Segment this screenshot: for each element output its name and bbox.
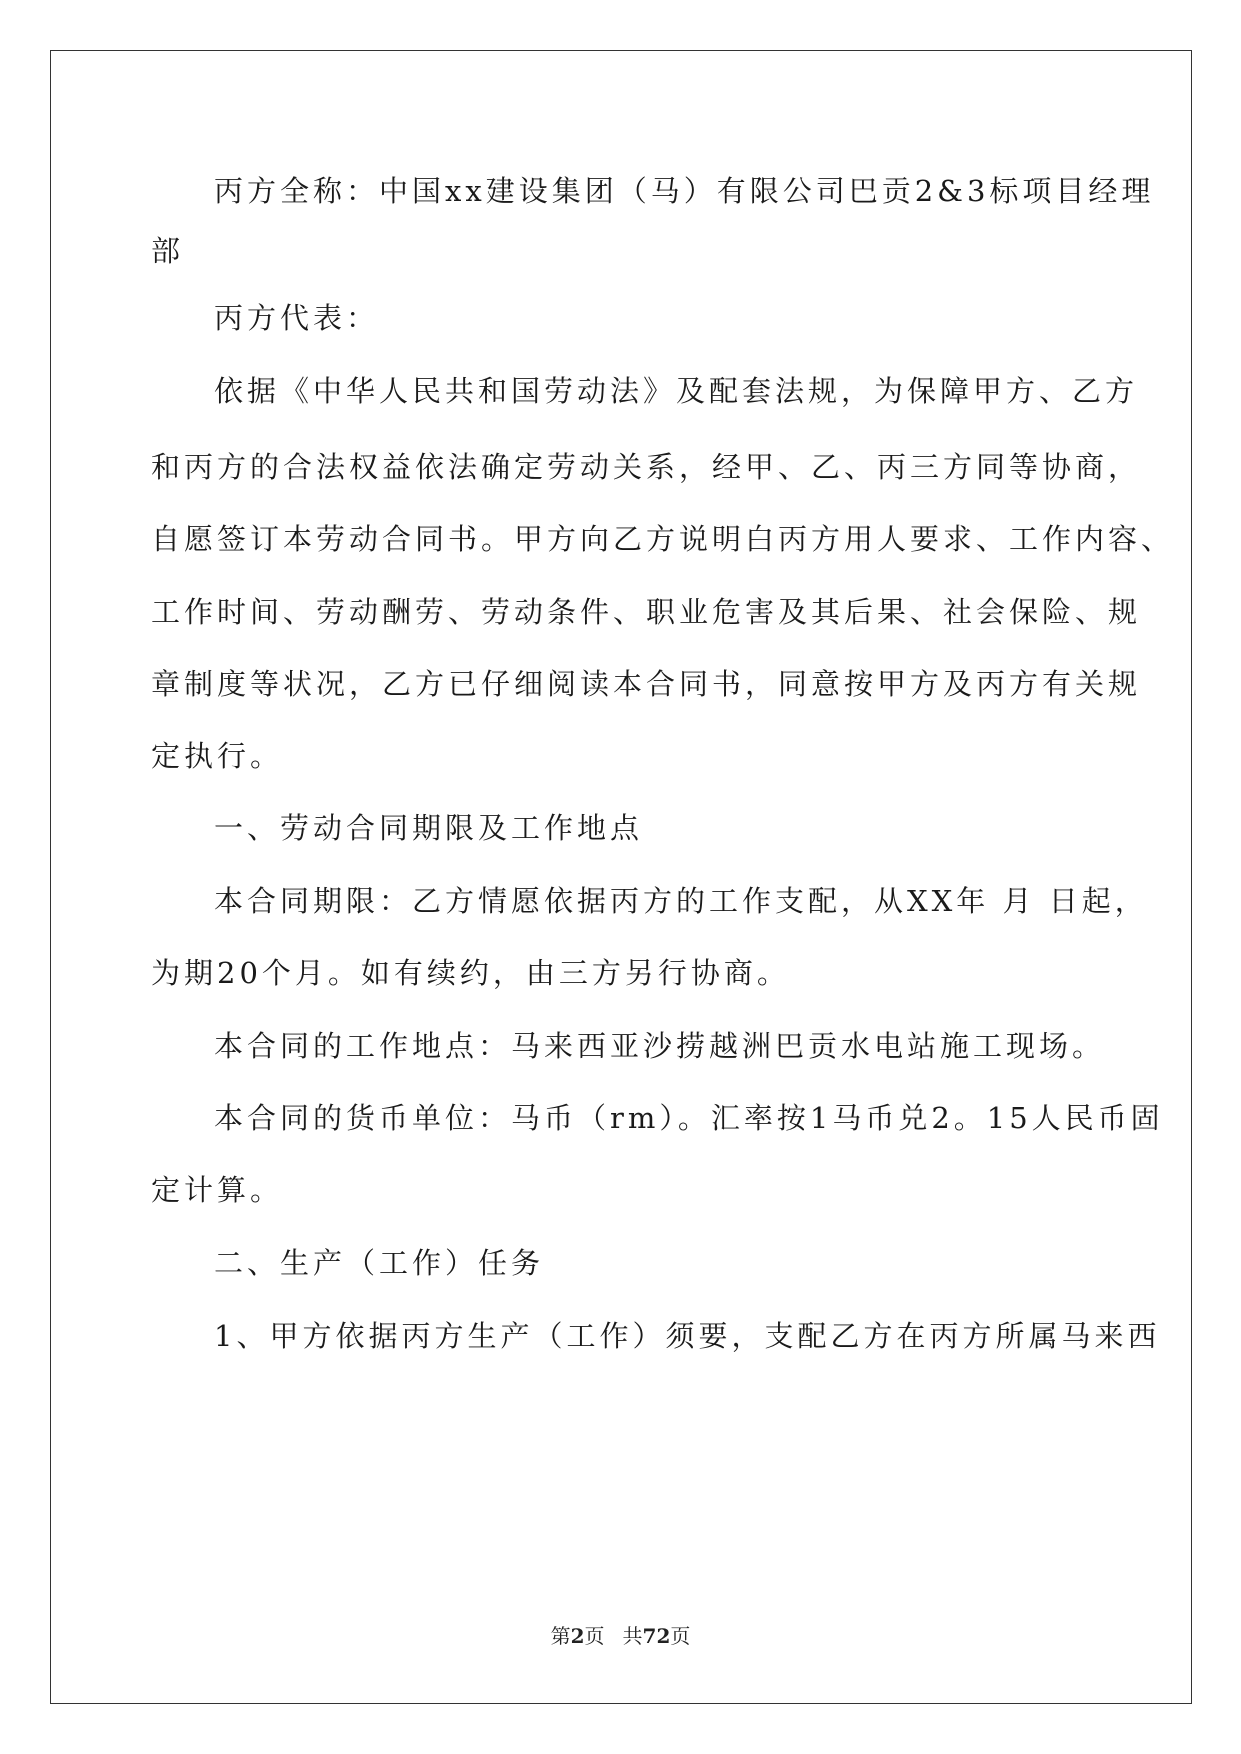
paragraph-line: 章制度等状况，乙方已仔细阅读本合同书，同意按甲方及丙方有关规	[151, 667, 1142, 701]
page-current: 2	[570, 1624, 585, 1648]
section-heading: 二、生产（工作）任务	[214, 1246, 545, 1280]
paragraph-line: 定计算。	[151, 1173, 284, 1207]
paragraph-line: 为期20个月。如有续约，由三方另行协商。	[151, 956, 790, 990]
paragraph-line: 依据《中华人民共和国劳动法》及配套法规，为保障甲方、乙方	[214, 374, 1139, 408]
paragraph-line: 本合同的工作地点：马来西亚沙捞越洲巴贡水电站施工现场。	[214, 1029, 1106, 1063]
paragraph-line: 本合同的货币单位：马币（rm）。汇率按1马币兑2。15人民币固	[214, 1101, 1164, 1135]
section-heading: 一、劳动合同期限及工作地点	[214, 811, 644, 845]
paragraph-line: 丙方代表：	[214, 301, 380, 335]
paragraph-line: 丙方全称：中国xx建设集团（马）有限公司巴贡2&3标项目经理	[214, 174, 1155, 208]
paragraph-line: 和丙方的合法权益依法确定劳动关系，经甲、乙、丙三方同等协商，	[151, 450, 1142, 484]
paragraph-line: 工作时间、劳动酬劳、劳动条件、职业危害及其后果、社会保险、规	[151, 595, 1142, 629]
paragraph-line: 自愿签订本劳动合同书。甲方向乙方说明白丙方用人要求、工作内容、	[151, 522, 1175, 556]
total-prefix: 共	[622, 1624, 643, 1648]
page-mid: 页	[584, 1624, 605, 1648]
paragraph-line: 部	[151, 234, 185, 268]
paragraph-line: 本合同期限：乙方情愿依据丙方的工作支配，从XX年 月 日起，	[214, 884, 1148, 918]
paragraph-line: 1、甲方依据丙方生产（工作）须要，支配乙方在丙方所属马来西	[214, 1319, 1161, 1353]
page-total: 72	[642, 1624, 671, 1648]
page-footer	[0, 1623, 1241, 1649]
paragraph-line: 定执行。	[151, 739, 284, 773]
page-prefix: 第	[550, 1624, 571, 1648]
total-suffix: 页	[670, 1624, 691, 1648]
